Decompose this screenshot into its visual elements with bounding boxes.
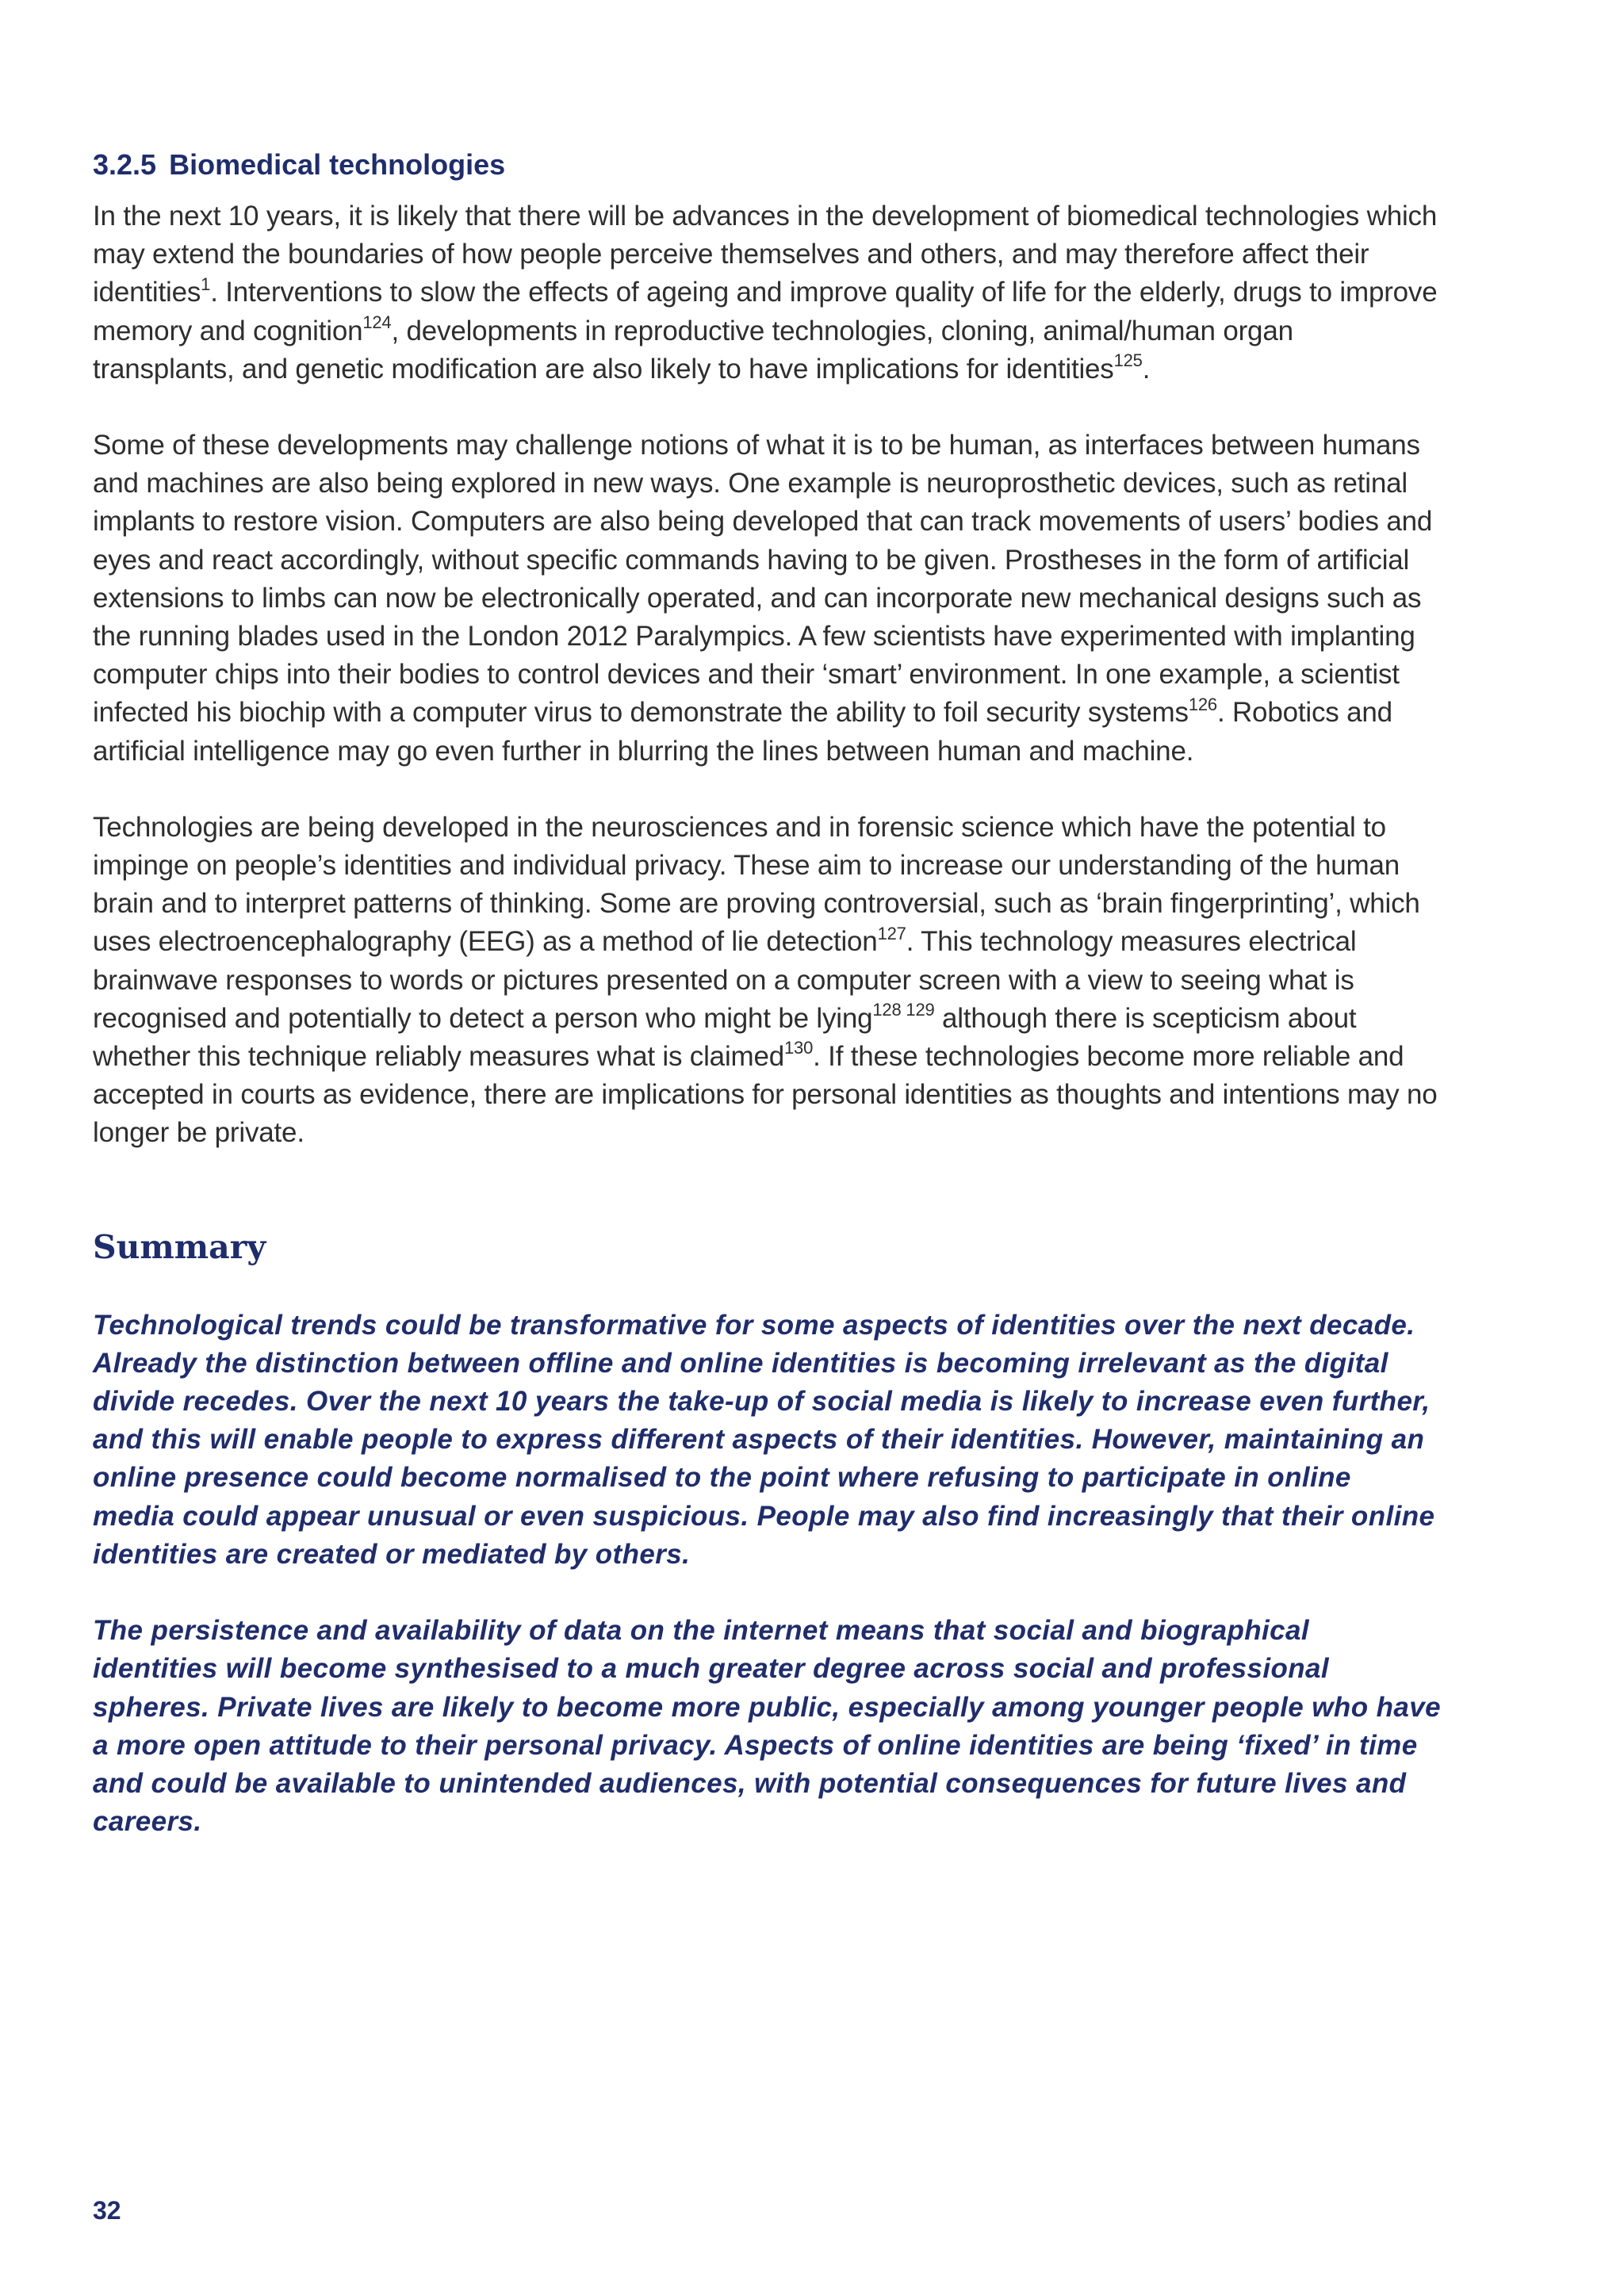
footnote-reference: 128 129 <box>872 1000 935 1020</box>
summary-paragraph: The persistence and availability of data on the internet means that social and biographical identities will become synthesised to a much greater degree across social and professional spheres. Private lives are likely to become more public, especially among younger people who have a more open attitude to their personal privacy. Aspects of online identities are being ‘fixed’ in time and could be available to unintended audiences, with potential consequences for future lives and careers. <box>93 1615 1441 1838</box>
section-heading <box>93 147 1441 183</box>
body-paragraph <box>93 427 1441 771</box>
body-paragraph <box>93 197 1441 388</box>
footnote-reference: 125 <box>1113 350 1143 371</box>
section-number: 3.2.5 <box>93 148 157 181</box>
summary-heading: Summary <box>93 1227 266 1266</box>
paragraph-text: . This technology measures electrical brainwave responses to words or pictures presented on a computer screen with a view to seeing what is recognised and potentially to detect a person who might be lying <box>93 926 1357 1034</box>
section-title: Biomedical technologies <box>169 148 506 181</box>
footnote-reference: 124 <box>362 312 392 332</box>
paragraph-text: although there is scepticism about whether this technique reliably measures what is claimed <box>93 1002 1357 1073</box>
paragraph-text: , developments in reproductive technologies, cloning, animal/human organ transplants, and genetic modification are also likely to have implications for identities <box>93 315 1293 385</box>
paragraph-text: . If these technologies become more reliable and accepted in courts as evidence, there are implications for personal identities as thoughts and intentions may no longer be private. <box>93 1041 1438 1149</box>
summary-paragraph: Technological trends could be transformative for some aspects of identities over the next decade. Already the distinction between offline and online identities is becoming irrelevant as the digital divide recedes. Over the next 10 years the take-up of social media is likely to increase even further, and this will enable people to express different aspects of their identities. However, maintaining an online presence could become normalised to the point where refusing to participate in online media could appear unusual or even suspicious. People may also find increasingly that their online identities are created or mediated by others. <box>93 1309 1435 1570</box>
footnote-reference: 130 <box>784 1038 814 1058</box>
footnote-reference: 1 <box>201 274 211 294</box>
page-number: 32 <box>93 2196 121 2225</box>
text-column <box>93 147 1441 1879</box>
footnote-reference: 126 <box>1188 694 1217 714</box>
footnote-reference: 127 <box>877 923 906 943</box>
paragraph-text: In the next 10 years, it is likely that there will be advances in the development of biomedical technologies which may extend the boundaries of how people perceive themselves and others, and may therefore affect their identities <box>93 201 1438 308</box>
paragraph-text: . Robotics and artificial intelligence may go even further in blurring the lines between human and machine. <box>93 697 1392 767</box>
paragraph-text: Technologies are being developed in the neurosciences and in forensic science which have the potential to impinge on people’s identities and individual privacy. These aim to increase our understanding of the human brain and to interpret patterns of thinking. Some are proving controversial, such as ‘brain fingerprinting’, which uses electroencephalography (EEG) as a method of lie detection <box>93 811 1420 958</box>
paragraph-text: . <box>1142 353 1151 385</box>
paragraph-text: Some of these developments may challenge notions of what it is to be human, as interfaces between humans and machines are also being explored in new ways. One example is neuroprosthetic devices, such as retinal implants to restore vision. Computers are also being developed that can track movements of users’ bodies and eyes and react accordingly, without specific commands having to be given. Prostheses in the form of artificial extensions to limbs can now be electronically operated, and can incorporate new mechanical designs such as the running blades used in the London 2012 Paralympics. A few scientists have experimented with implanting computer chips into their bodies to control devices and their ‘smart’ environment. In one example, a scientist infected his biochip with a computer virus to demonstrate the ability to foil security systems <box>93 430 1433 729</box>
body-paragraph <box>93 809 1441 1153</box>
paragraph-text: . Interventions to slow the effects of ageing and improve quality of life for the elderly, drugs to improve memory and cognition <box>93 277 1438 346</box>
